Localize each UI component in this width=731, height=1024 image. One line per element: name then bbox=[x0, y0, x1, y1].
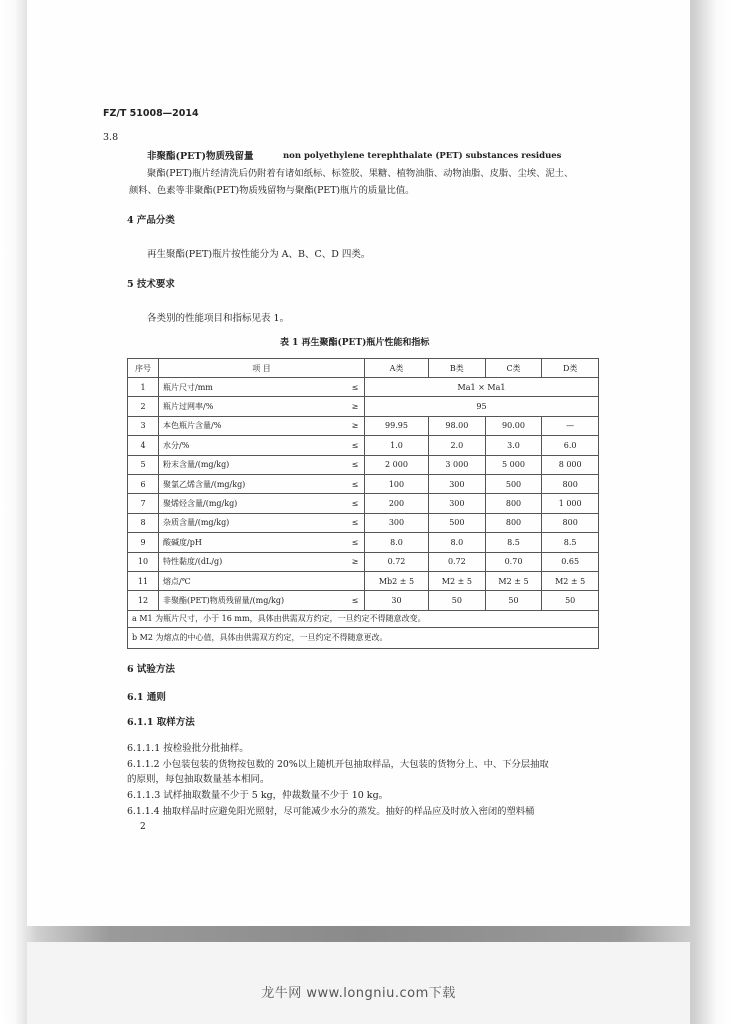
table-row bbox=[128, 474, 599, 493]
header-seq: 序号 bbox=[128, 359, 159, 378]
row-value-b: 8.0 bbox=[429, 533, 486, 552]
row-symbol: ≤ bbox=[346, 455, 365, 474]
row-merged-value bbox=[364, 378, 598, 397]
row-merged-value: 95 bbox=[364, 397, 598, 416]
section-4-text: 再生聚酯(PET)瓶片按性能分为 A、B、C、D 四类。 bbox=[147, 249, 371, 260]
row-seq: 8 bbox=[128, 513, 159, 532]
row-item: 瓶片过网率/% bbox=[159, 397, 346, 416]
row-item: 聚氯乙烯含量/(mg/kg) bbox=[159, 474, 346, 493]
header-class-b: B类 bbox=[429, 359, 486, 378]
row-value-b: 0.72 bbox=[429, 552, 486, 571]
row-value-c: 800 bbox=[485, 513, 542, 532]
row-symbol: ≤ bbox=[346, 474, 365, 493]
row-item: 本色瓶片含量/% bbox=[159, 416, 346, 435]
download-watermark: 龙牛网 www.longniu.com下载 bbox=[261, 986, 456, 1001]
standard-header: FZ/T 51008—2014 bbox=[103, 108, 199, 119]
row-seq: 11 bbox=[128, 571, 159, 590]
row-value-a: 1.0 bbox=[364, 436, 428, 455]
row-value-a: 99.95 bbox=[364, 416, 428, 435]
row-symbol: ≤ bbox=[346, 494, 365, 513]
row-value-a: 0.72 bbox=[364, 552, 428, 571]
row-value-a: 100 bbox=[364, 474, 428, 493]
row-value-d: 0.65 bbox=[542, 552, 599, 571]
row-seq: 4 bbox=[128, 436, 159, 455]
performance-table bbox=[127, 358, 599, 649]
clause-6-1-1-2-line1: 6.1.1.2 小包装包装的货物按包数的 20%以上随机开包抽取样品，大包装的货物分上、中、下分层抽取 bbox=[127, 759, 549, 770]
header-item: 项 目 bbox=[159, 359, 365, 378]
clause-3-8-term-en: non polyethylene terephthalate (PET) substances residues bbox=[283, 151, 562, 161]
row-item: 非聚酯(PET)物质残留量/(mg/kg) bbox=[159, 591, 346, 610]
clause-6-1-1-4: 6.1.1.4 抽取样品时应避免阳光照射，尽可能减少水分的蒸发。抽好的样品应及时放入密闭的塑料桶 bbox=[127, 806, 535, 817]
row-value-d: 8 000 bbox=[542, 455, 599, 474]
row-value-b: M2 ± 5 bbox=[429, 571, 486, 590]
table-row bbox=[128, 397, 599, 416]
row-symbol: ≤ bbox=[346, 591, 365, 610]
row-value-b: 98.00 bbox=[429, 416, 486, 435]
row-seq: 7 bbox=[128, 494, 159, 513]
row-seq: 9 bbox=[128, 533, 159, 552]
row-value-b: 300 bbox=[429, 474, 486, 493]
row-value-c: 50 bbox=[485, 591, 542, 610]
row-value-b: 2.0 bbox=[429, 436, 486, 455]
table-caption: 表 1 再生聚酯(PET)瓶片性能和指标 bbox=[280, 338, 430, 348]
table-row bbox=[128, 591, 599, 610]
section-5-heading: 5 技术要求 bbox=[127, 279, 175, 290]
table-note-row bbox=[128, 627, 599, 648]
section-6-heading: 6 试验方法 bbox=[127, 664, 175, 675]
table-row bbox=[128, 552, 599, 571]
row-value-b: 50 bbox=[429, 591, 486, 610]
row-value-d: 50 bbox=[542, 591, 599, 610]
row-value-c: 0.70 bbox=[485, 552, 542, 571]
clause-3-8-term-cn: 非聚酯(PET)物质残留量 bbox=[147, 151, 254, 162]
row-item: 粉末含量/(mg/kg) bbox=[159, 455, 346, 474]
row-symbol: ≤ bbox=[346, 378, 365, 397]
row-item: 熔点/℃ bbox=[159, 571, 346, 590]
row-value-c: 90.00 bbox=[485, 416, 542, 435]
table-header-row bbox=[128, 359, 599, 378]
clause-3-8-definition-line1: 聚酯(PET)瓶片经清洗后仍附着有诸如纸标、标签胶、果糖、植物油脂、动物油脂、皮脂、尘埃、泥土、 bbox=[147, 168, 574, 179]
section-6-1-heading: 6.1 通则 bbox=[127, 692, 166, 703]
row-value-c: 5 000 bbox=[485, 455, 542, 474]
table-row bbox=[128, 378, 599, 397]
row-value-b: 3 000 bbox=[429, 455, 486, 474]
table-note-a: a M1 为瓶片尺寸，小于 16 mm，具体由供需双方约定，一旦约定不得随意改变。 bbox=[128, 610, 599, 627]
row-value-c: 8.5 bbox=[485, 533, 542, 552]
table-row bbox=[128, 533, 599, 552]
row-value-d: 1 000 bbox=[542, 494, 599, 513]
row-item: 瓶片尺寸/mm bbox=[159, 378, 346, 397]
clause-3-8-number: 3.8 bbox=[103, 132, 119, 143]
row-seq: 3 bbox=[128, 416, 159, 435]
row-value-c: 3.0 bbox=[485, 436, 542, 455]
row-seq: 12 bbox=[128, 591, 159, 610]
row-symbol: ≤ bbox=[346, 533, 365, 552]
row-symbol: ≥ bbox=[346, 416, 365, 435]
row-value-d: 6.0 bbox=[542, 436, 599, 455]
row-item: 特性黏度/(dL/g) bbox=[159, 552, 346, 571]
row-value-a: 2 000 bbox=[364, 455, 428, 474]
clause-6-1-1-1: 6.1.1.1 按检验批分批抽样。 bbox=[127, 743, 249, 754]
row-merged-text: Ma1 × Ma1 bbox=[457, 382, 506, 392]
row-value-d: — bbox=[542, 416, 599, 435]
row-value-d: M2 ± 5 bbox=[542, 571, 599, 590]
row-symbol bbox=[346, 571, 365, 590]
footer-sheet bbox=[27, 942, 690, 1024]
row-value-a: Mb2 ± 5 bbox=[364, 571, 428, 590]
row-symbol: ≥ bbox=[346, 552, 365, 571]
row-value-b: 300 bbox=[429, 494, 486, 513]
row-item: 杂质含量/(mg/kg) bbox=[159, 513, 346, 532]
page-number: 2 bbox=[140, 822, 146, 832]
section-4-heading: 4 产品分类 bbox=[127, 215, 175, 226]
section-5-text: 各类别的性能项目和指标见表 1。 bbox=[147, 313, 290, 324]
row-item: 酸碱度/pH bbox=[159, 533, 346, 552]
clause-3-8-definition-line2: 颜料、色素等非聚酯(PET)物质残留物与聚酯(PET)瓶片的质量比值。 bbox=[129, 185, 415, 196]
table-note-row bbox=[128, 610, 599, 627]
row-item: 水分/% bbox=[159, 436, 346, 455]
row-symbol: ≤ bbox=[346, 513, 365, 532]
table-row bbox=[128, 455, 599, 474]
table-row bbox=[128, 436, 599, 455]
row-value-c: 800 bbox=[485, 494, 542, 513]
row-value-c: M2 ± 5 bbox=[485, 571, 542, 590]
row-symbol: ≤ bbox=[346, 436, 365, 455]
header-class-a: A类 bbox=[364, 359, 428, 378]
row-value-b: 500 bbox=[429, 513, 486, 532]
row-value-c: 500 bbox=[485, 474, 542, 493]
table-row bbox=[128, 416, 599, 435]
row-value-d: 800 bbox=[542, 474, 599, 493]
row-seq: 1 bbox=[128, 378, 159, 397]
section-6-1-1-heading: 6.1.1 取样方法 bbox=[127, 717, 195, 728]
row-value-a: 300 bbox=[364, 513, 428, 532]
row-value-d: 800 bbox=[542, 513, 599, 532]
row-value-a: 8.0 bbox=[364, 533, 428, 552]
clause-6-1-1-3: 6.1.1.3 试样抽取数量不少于 5 kg，仲裁数量不少于 10 kg。 bbox=[127, 790, 389, 801]
row-seq: 6 bbox=[128, 474, 159, 493]
clause-6-1-1-2-line2: 的原则，每包抽取数量基本相同。 bbox=[127, 774, 270, 785]
row-seq: 10 bbox=[128, 552, 159, 571]
row-value-a: 200 bbox=[364, 494, 428, 513]
header-class-d: D类 bbox=[542, 359, 599, 378]
table-row bbox=[128, 494, 599, 513]
header-class-c: C类 bbox=[485, 359, 542, 378]
table-row bbox=[128, 571, 599, 590]
row-value-d: 8.5 bbox=[542, 533, 599, 552]
row-seq: 5 bbox=[128, 455, 159, 474]
row-item: 聚烯烃含量/(mg/kg) bbox=[159, 494, 346, 513]
table-row bbox=[128, 513, 599, 532]
row-value-a: 30 bbox=[364, 591, 428, 610]
row-seq: 2 bbox=[128, 397, 159, 416]
table-note-b: b M2 为熔点的中心值，具体由供需双方约定，一旦约定不得随意更改。 bbox=[128, 627, 599, 648]
row-symbol: ≥ bbox=[346, 397, 365, 416]
